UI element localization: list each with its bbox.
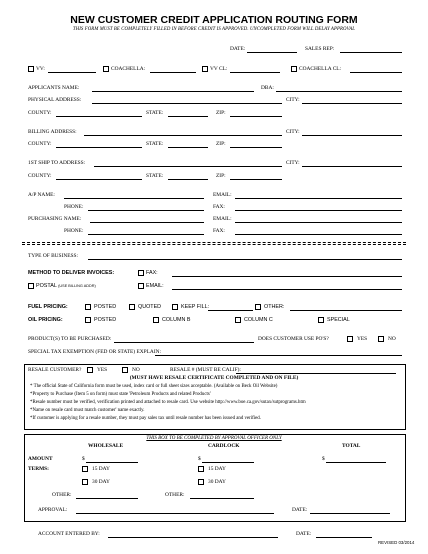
ap-name-label: A/P NAME: <box>28 192 55 198</box>
wholesale-other-field[interactable] <box>76 498 138 499</box>
division-vv-checkbox[interactable] <box>28 66 34 72</box>
ap-email-field[interactable] <box>235 198 402 199</box>
wholesale-other-label: OTHER: <box>52 492 72 498</box>
division-vv-label: VV: <box>36 66 45 72</box>
billing-zip-field[interactable] <box>230 147 282 148</box>
products-label: PRODUCT(S) TO BE PURCHASED: <box>28 336 112 342</box>
po-question: DOES CUSTOMER USE PO'S? <box>258 336 329 342</box>
purchasing-phone-label: PHONE: <box>64 228 84 234</box>
ship-address-field[interactable] <box>94 166 282 167</box>
purchasing-fax-label: FAX: <box>213 228 225 234</box>
type-of-business-field[interactable] <box>88 259 402 260</box>
ap-fax-field[interactable] <box>235 210 402 211</box>
purchasing-name-label: PURCHASING NAME: <box>28 216 82 222</box>
division-coachella-label: COACHELLA: <box>111 66 146 72</box>
form-title: NEW CUSTOMER CREDIT APPLICATION ROUTING FORM <box>70 14 358 26</box>
resale-note-3: *Resale number must be verified, verification printed and attached to resale card. Use website http://www.boe.ca.gov/sutax/sutprograms.htm <box>30 400 306 405</box>
ship-county-field[interactable] <box>56 179 142 180</box>
resale-note-2: *Property to Purchase (Item 5 on form) must state 'Petroleum Products and related Products' <box>30 392 211 397</box>
ship-city-label: CITY: <box>286 160 300 166</box>
ship-state-label: STATE: <box>146 173 164 179</box>
delivery-method-label: METHOD TO DELIVER INVOICES: <box>28 270 115 276</box>
section-separator-second <box>22 244 406 245</box>
division-coachellacl-checkbox[interactable] <box>291 66 297 72</box>
oil-special-label: SPECIAL <box>327 317 350 323</box>
division-coachella-field[interactable] <box>150 72 196 73</box>
billing-state-label: STATE: <box>146 141 164 147</box>
resale-yes-checkbox[interactable] <box>87 367 93 373</box>
physical-city-label: CITY: <box>286 97 300 103</box>
col-wholesale: WHOLESALE <box>88 443 124 449</box>
resale-note-4: *Name on resale card must match customer' name exactly. <box>30 408 145 413</box>
physical-county-field[interactable] <box>56 116 142 117</box>
approval-date-label: DATE: <box>292 507 308 513</box>
wholesale-30day-label: 30 DAY <box>92 479 110 485</box>
division-coachella-checkbox[interactable] <box>103 66 109 72</box>
fuel-posted-label: POSTED <box>94 304 117 310</box>
col-total: TOTAL <box>342 443 361 449</box>
physical-address-label: PHYSICAL ADDRESS: <box>28 97 82 103</box>
entered-by-field[interactable] <box>108 537 278 538</box>
cardlock-30day-label: 30 DAY <box>208 479 226 485</box>
approval-field[interactable] <box>76 513 274 514</box>
col-cardlock: CARDLOCK <box>208 443 240 449</box>
ap-phone-field[interactable] <box>88 210 204 211</box>
billing-county-label: COUNTY: <box>28 141 52 147</box>
physical-zip-field[interactable] <box>230 116 282 117</box>
po-no-label: NO <box>388 336 396 342</box>
purchasing-email-field[interactable] <box>235 222 402 223</box>
division-vv-field[interactable] <box>48 72 96 73</box>
oil-columnb-label: COLUMN B <box>162 317 191 323</box>
delivery-postal-text: POSTAL <box>36 283 57 289</box>
delivery-email-checkbox[interactable] <box>138 283 144 289</box>
fuel-pricing-label: FUEL PRICING: <box>28 304 68 310</box>
wholesale-15day-label: 15 DAY <box>92 466 110 472</box>
billing-address-label: BILLING ADDRESS: <box>28 129 77 135</box>
resale-note-5: *If customer is applying for a resale number, they must pay sales tax until resale number has been issued and verified. <box>30 416 261 421</box>
oil-columnc-label: COLUMN C <box>244 317 273 323</box>
delivery-fax-field[interactable] <box>172 276 402 277</box>
po-yes-label: YES <box>357 336 368 342</box>
oil-pricing-label: OIL PRICING: <box>28 317 63 323</box>
products-field[interactable] <box>114 342 254 343</box>
resale-note-1: * The official State of California form must be used, index card or full sheet sizes acceptable. (Available on Beck Oil Website) <box>30 384 278 389</box>
fuel-quoted-label: QUOTED <box>138 304 162 310</box>
division-coachellacl-label: COACHELLA CL: <box>299 66 342 72</box>
division-vvcl-label: VV CL: <box>210 66 228 72</box>
physical-state-label: STATE: <box>146 110 164 116</box>
ap-phone-label: PHONE: <box>64 204 84 210</box>
oil-posted-label: POSTED <box>94 317 117 323</box>
ship-address-label: 1ST SHIP TO ADDRESS: <box>28 160 86 166</box>
delivery-fax-label: FAX: <box>146 270 158 276</box>
section-separator <box>22 242 406 243</box>
fuel-other-checkbox[interactable] <box>255 304 261 310</box>
fuel-keepfill-label: KEEP FILL: <box>181 304 210 310</box>
entered-by-label: ACCOUNT ENTERED BY: <box>38 531 100 537</box>
sales-rep-field[interactable] <box>340 52 402 53</box>
applicant-name-label: APPLICANTS NAME: <box>28 85 80 91</box>
cardlock-dollar: $ <box>198 456 201 462</box>
purchasing-name-field[interactable] <box>90 222 204 223</box>
approval-label: APPROVAL: <box>38 507 68 513</box>
date-label: DATE: <box>230 46 246 52</box>
fuel-quoted-checkbox[interactable] <box>129 304 135 310</box>
amount-label: AMOUNT <box>28 456 53 462</box>
resale-number-label: RESALE # (MUST BE CALIF): <box>170 367 241 373</box>
total-dollar: $ <box>322 456 325 462</box>
terms-label: TERMS: <box>28 466 49 472</box>
billing-county-field[interactable] <box>56 147 142 148</box>
ap-email-label: EMAIL: <box>213 192 232 198</box>
physical-address-field[interactable] <box>92 103 282 104</box>
division-vvcl-field[interactable] <box>230 72 280 73</box>
sales-rep-label: SALES REP: <box>305 46 335 52</box>
delivery-email-label: EMAIL: <box>146 283 164 289</box>
cardlock-15day-label: 15 DAY <box>208 466 226 472</box>
entered-date-field[interactable] <box>316 537 372 538</box>
wholesale-15day-checkbox[interactable] <box>82 466 88 472</box>
oil-posted-checkbox[interactable] <box>85 317 91 323</box>
resale-yes-label: YES <box>97 367 108 373</box>
purchasing-fax-field[interactable] <box>235 234 402 235</box>
approval-date-field[interactable] <box>310 513 390 514</box>
cardlock-amount-field[interactable] <box>202 462 254 463</box>
delivery-postal-label <box>36 283 96 290</box>
billing-address-field[interactable] <box>84 135 282 136</box>
resale-no-checkbox[interactable] <box>122 367 128 373</box>
revised-note: REVISED 03/2014 <box>378 540 415 545</box>
delivery-email-field[interactable] <box>172 289 402 290</box>
cardlock-other-field[interactable] <box>190 498 254 499</box>
physical-county-label: COUNTY: <box>28 110 52 116</box>
wholesale-dollar: $ <box>82 456 85 462</box>
ap-fax-label: FAX: <box>213 204 225 210</box>
ship-zip-label: ZIP: <box>216 173 226 179</box>
cardlock-other-label: OTHER: <box>165 492 185 498</box>
total-amount-field[interactable] <box>326 462 386 463</box>
oil-special-checkbox[interactable] <box>318 317 324 323</box>
billing-state-field[interactable] <box>168 147 208 148</box>
tax-exemption-field[interactable] <box>155 355 402 356</box>
resale-no-label: NO <box>132 367 140 373</box>
physical-state-field[interactable] <box>168 116 208 117</box>
po-no-checkbox[interactable] <box>378 336 384 342</box>
delivery-fax-checkbox[interactable] <box>138 270 144 276</box>
cardlock-15day-checkbox[interactable] <box>198 466 204 472</box>
wholesale-amount-field[interactable] <box>86 462 138 463</box>
oil-columnc-checkbox[interactable] <box>235 317 241 323</box>
resale-question: RESALE CUSTOMER? <box>28 367 82 373</box>
billing-city-field[interactable] <box>302 135 402 136</box>
po-yes-checkbox[interactable] <box>347 336 353 342</box>
tax-exemption-label: SPECIAL TAX EXEMPTION (FED OR STATE) EXPLAIN: <box>28 349 161 355</box>
approval-header: THIS BOX TO BE COMPLETED BY APPROVAL OFFICER ONLY <box>146 436 282 441</box>
fuel-keepfill-checkbox[interactable] <box>172 304 178 310</box>
date-field[interactable] <box>247 52 297 53</box>
ship-county-label: COUNTY: <box>28 173 52 179</box>
type-of-business-label: TYPE OF BUSINESS: <box>28 253 79 259</box>
fuel-keepfill-field[interactable] <box>208 310 253 311</box>
resale-number-field[interactable] <box>236 373 396 374</box>
oil-columnb-checkbox[interactable] <box>153 317 159 323</box>
billing-zip-label: ZIP: <box>216 141 226 147</box>
applicant-name-field[interactable] <box>92 91 254 92</box>
delivery-postal-note: (USE BILLING ADDR) <box>58 284 96 288</box>
form-subtitle: THIS FORM MUST BE COMPLETELY FILLED IN BEFORE CREDIT IS APPROVED. UNCOMPLETED FORM WILL DELAY APPROVAL <box>72 27 356 32</box>
physical-zip-label: ZIP: <box>216 110 226 116</box>
cardlock-30day-checkbox[interactable] <box>198 479 204 485</box>
fuel-other-field[interactable] <box>290 310 402 311</box>
ship-zip-field[interactable] <box>230 179 282 180</box>
dba-field[interactable] <box>276 91 402 92</box>
physical-city-field[interactable] <box>302 103 402 104</box>
entered-date-label: DATE: <box>296 531 312 537</box>
purchasing-phone-field[interactable] <box>88 234 204 235</box>
ap-name-field[interactable] <box>64 198 204 199</box>
delivery-postal-checkbox[interactable] <box>28 283 34 289</box>
ship-city-field[interactable] <box>302 166 402 167</box>
fuel-other-label: OTHER: <box>264 304 285 310</box>
purchasing-email-label: EMAIL: <box>213 216 232 222</box>
ship-state-field[interactable] <box>168 179 208 180</box>
billing-city-label: CITY: <box>286 129 300 135</box>
fuel-posted-checkbox[interactable] <box>85 304 91 310</box>
dba-label: DBA: <box>261 85 274 91</box>
resale-heading: (MUST HAVE RESALE CERTIFICATE COMPLETED AND ON FILE) <box>129 375 299 381</box>
division-coachellacl-field[interactable] <box>350 72 402 73</box>
division-vvcl-checkbox[interactable] <box>202 66 208 72</box>
wholesale-30day-checkbox[interactable] <box>82 479 88 485</box>
